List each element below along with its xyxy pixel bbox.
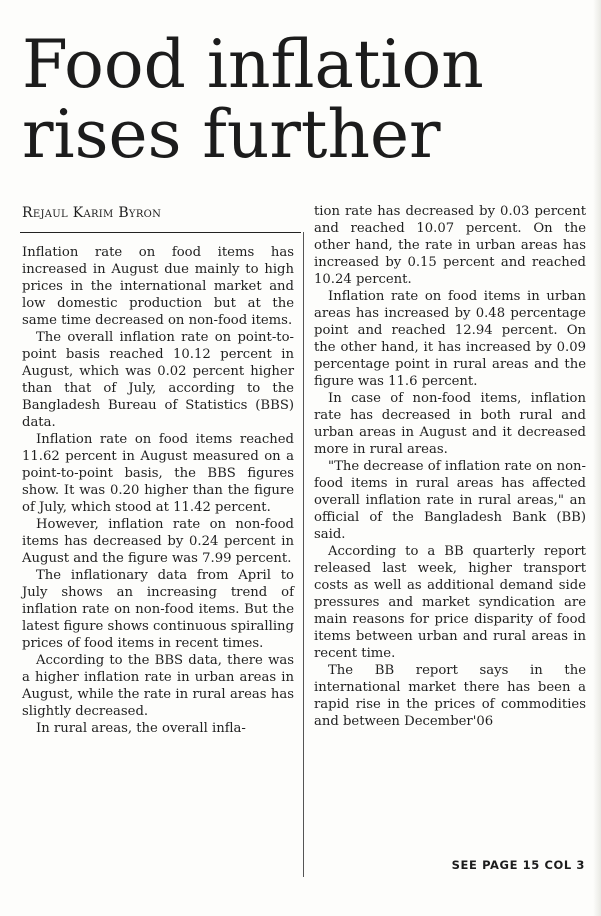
paragraph: According to a BB quarterly report released last week, higher transport costs as well as additional demand side pressures and market syndication are main reasons for price disparity of food items between urban and rural areas in recent time. bbox=[314, 544, 586, 661]
byline-rule bbox=[20, 232, 301, 233]
paragraph: However, inflation rate on non-food items has decreased by 0.24 percent in August and the figure was 7.99 percent. bbox=[22, 517, 294, 566]
paragraph: The overall inflation rate on point-to-point basis reached 10.12 percent in August, which was 0.02 percent higher than that of July, according to the Bangladesh Bureau of Statistics (BBS) data. bbox=[22, 330, 294, 430]
paragraph: Inflation rate on food items has increased in August due mainly to high prices in the international market and low domestic production but at the same time decreased on non-food items. bbox=[22, 245, 294, 328]
paragraph: Inflation rate on food items in urban areas has increased by 0.48 percentage point and reached 12.94 percent. On the other hand, it has increased by 0.09 percentage point in rural areas and the figure was 11.6 percent. bbox=[314, 289, 586, 389]
paragraph: The inflationary data from April to July shows an increasing trend of inflation rate on non-food items. But the latest figure shows continuous spiralling prices of food items in recent times. bbox=[22, 568, 294, 651]
byline: Rejaul Karim Byron bbox=[22, 205, 162, 221]
paragraph: tion rate has decreased by 0.03 percent and reached 10.07 percent. On the other hand, the rate in urban areas has increased by 0.15 percent and reached 10.24 percent. bbox=[314, 204, 586, 287]
paragraph: Inflation rate on food items reached 11.62 percent in August measured on a point-to-point basis, the BBS figures show. It was 0.20 higher than the figure of July, which stood at 11.42 percent. bbox=[22, 432, 294, 515]
paragraph: The BB report says in the international market there has been a rapid rise in the prices of commodities and between December'06 bbox=[314, 663, 586, 729]
headline: Food inflation rises further bbox=[22, 26, 484, 173]
paragraph: In case of non-food items, inflation rate has decreased in both rural and urban areas in August and it decreased more in rural areas. bbox=[314, 391, 586, 457]
page-edge-shadow bbox=[593, 0, 601, 916]
column-divider bbox=[303, 232, 304, 877]
paragraph: According to the BBS data, there was a higher inflation rate in urban areas in August, while the rate in rural areas has slightly decreased. bbox=[22, 653, 294, 719]
right-column bbox=[314, 203, 586, 730]
paragraph: In rural areas, the overall infla- bbox=[36, 721, 246, 736]
left-column bbox=[22, 244, 294, 737]
paragraph: "The decrease of inflation rate on non-food items in rural areas has affected overall inflation rate in rural areas," an official of the Bangladesh Bank (BB) said. bbox=[314, 459, 586, 542]
continuation-reference: SEE PAGE 15 COL 3 bbox=[451, 858, 585, 872]
